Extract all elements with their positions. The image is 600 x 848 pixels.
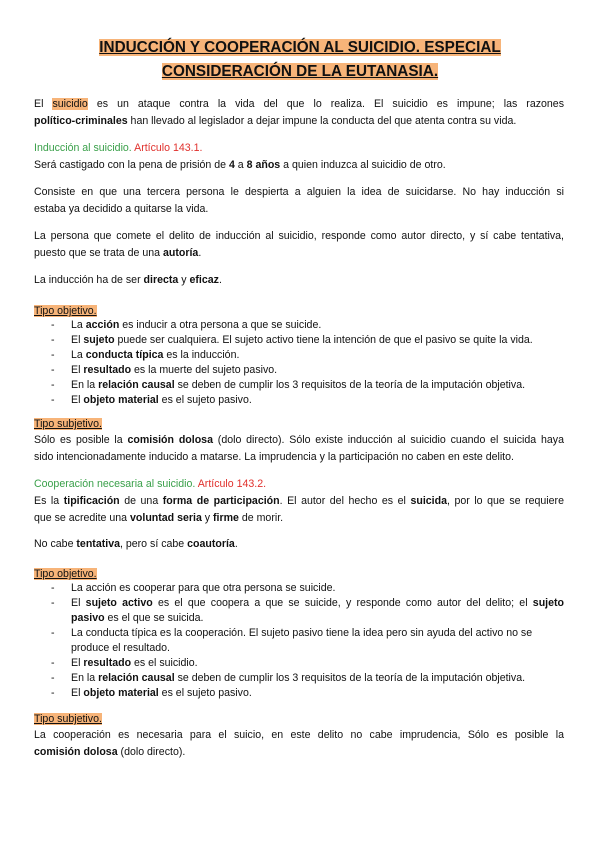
list-tipo-objetivo-induccion [34,318,564,408]
paragraph-subjetivo-induccion: Sólo es posible la comisión dolosa (dolo directo). Sólo existe inducción al suicidio cuando el suicida haya sido intencionadamente inducido a matarse. La imprudencia y la participación no caben en este delito. [34,434,564,463]
paragraph-autoria: La persona que comete el delito de inducción al suicidio, responde como autor directo, y sí cabe tentativa, puesto que se trata de una autoría. [34,230,564,259]
paragraph-consiste: Consiste en que una tercera persona le despierta a alguien la idea de suicidarse. No hay inducción si estaba ya decidido a quitarse la vida. [34,186,564,215]
title-line-1: INDUCCIÓN Y COOPERACIÓN AL SUICIDIO. ESPECIAL [99,39,501,56]
list-item: - La conducta típica es la inducción. [34,348,564,363]
list-item: - La conducta típica es la cooperación. El sujeto pasivo tiene la idea pero sin ayuda del activo no se produce el resultado. [34,626,564,656]
list-item: - La acción es inducir a otra persona a que se suicide. [34,318,564,333]
list-item: - El sujeto puede ser cualquiera. El sujeto activo tiene la intención de que el pasivo se quite la vida. [34,333,564,348]
list-item: - En la relación causal se deben de cumplir los 3 requisitos de la teoría de la imputación objetiva. [34,378,564,393]
section-label-tipo-objetivo-2: Tipo objetivo. [34,568,97,580]
section-label-tipo-objetivo: Tipo objetivo. [34,305,97,317]
section-heading-induccion: Inducción al suicidio. Artículo 143.1. Será castigado con la pena de prisión de 4 a 8 años a quien induzca al suicidio de otro. [34,142,446,171]
list-tipo-objetivo-cooperacion [34,581,564,701]
section-heading-cooperacion: Cooperación necesaria al suicidio. Artículo 143.2. Es la tipificación de una forma de participación. El autor del hecho es el suicida, por lo que se requiere que se acredite una voluntad seria y firme de morir. [34,478,564,524]
list-item: - El objeto material es el sujeto pasivo. [34,686,564,701]
paragraph-subjetivo-cooperacion: La cooperación es necesaria para el suicio, en este delito no cabe imprudencia, Sólo es posible la comisión dolosa (dolo directo). [34,729,564,758]
list-item: - El resultado es el suicidio. [34,656,564,671]
section-label-tipo-subjetivo-2: Tipo subjetivo. [34,713,102,725]
highlight-suicidio: suicidio [52,98,88,110]
list-item: - El objeto material es el sujeto pasivo. [34,393,564,408]
list-item: - La acción es cooperar para que otra persona se suicide. [34,581,564,596]
intro-paragraph: El suicidio es un ataque contra la vida del que lo realiza. El suicidio es impune; las razones político-criminales han llevado al legislador a dejar impune la conducta del que atenta contra su vida. [34,98,564,127]
list-item: - El resultado es la muerte del sujeto pasivo. [34,363,564,378]
list-item: - El sujeto activo es el que coopera a que se suicide, y responde como autor del delito; el sujeto pasivo es el que se suicida. [34,596,564,626]
article-reference: Artículo 143.2. [197,478,267,490]
paragraph-directa: La inducción ha de ser directa y eficaz. [34,274,222,286]
page-title [34,36,566,84]
paragraph-tentativa: No cabe tentativa, pero sí cabe coautoría. [34,538,238,550]
list-item: - En la relación causal se deben de cumplir los 3 requisitos de la teoría de la imputación objetiva. [34,671,564,686]
title-line-2: CONSIDERACIÓN DE LA EUTANASIA. [161,63,439,80]
article-reference: Artículo 143.1. [134,142,203,154]
section-label-tipo-subjetivo: Tipo subjetivo. [34,418,102,430]
